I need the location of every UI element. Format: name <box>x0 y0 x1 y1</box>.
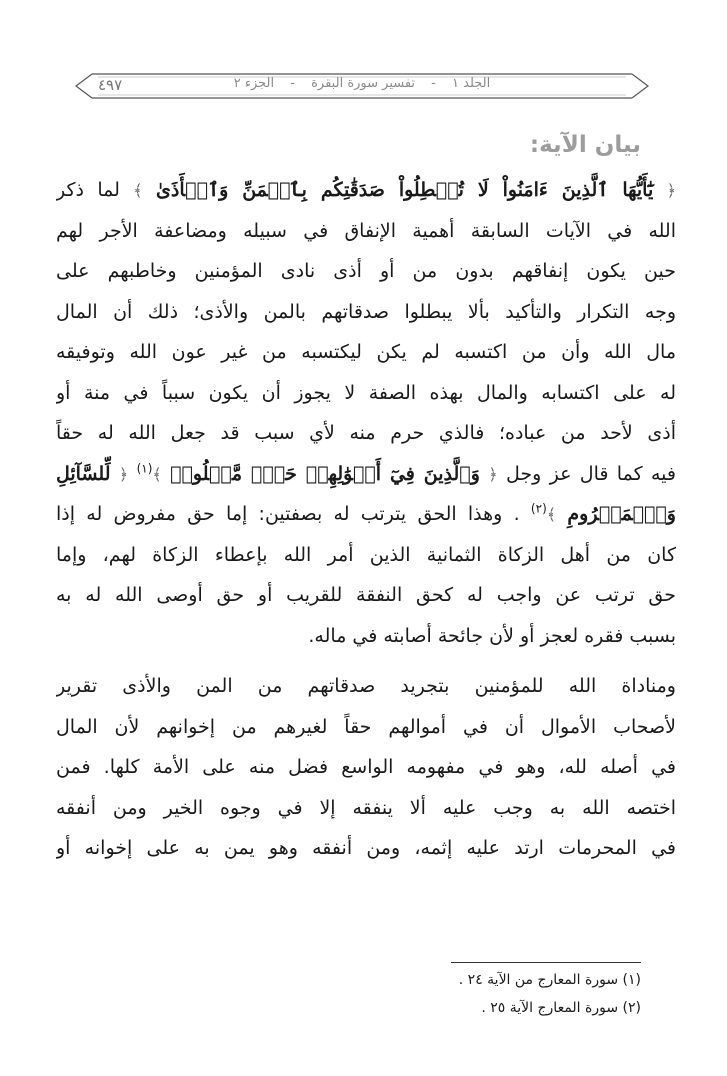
text-line-13: ومناداة الله للمؤمنين بتجريد صدقاتهم من المن والأذى تقرير <box>56 675 676 697</box>
text-line-5: مال الله وأن من اكتسبه لم يكن ليكتسبه من غير عون الله وتوفيقه <box>56 341 676 363</box>
header-part: الجزء ٢ <box>233 76 275 91</box>
header-title-row: الجلد ١ - تفسير سورة البقرة - الجزء ٢ <box>233 76 491 91</box>
text-line-15: في أصله لله، وهو في مفهومه الواسع فضل منه على الأمة كلها. فمن <box>56 756 676 778</box>
text-line-14: لأصحاب الأموال أن في أموالهم حقاً لغيرهم من إخوانهم لأن المال <box>56 715 676 738</box>
text-fragment: فيه كما قال عز وجل <box>505 462 676 485</box>
header-volume: الجلد ١ <box>452 76 491 91</box>
text-line-12: بسبب فقره لعجز أو لأن جائحة أصابته في ماله. <box>308 624 676 647</box>
quran-bracket-close: ﴾ <box>133 181 143 200</box>
quran-verse: لِّلسَّآئِلِ <box>56 462 111 485</box>
footnote-ref: (١) <box>136 461 153 476</box>
text-line-10: كان من أهل الزكاة الثمانية الذين أمر الله بإعطاء الزكاة لهم، وإما <box>56 543 676 566</box>
footnote-1: (١) سورة المعارج من الآية ٢٤ . <box>458 972 641 988</box>
quran-verse: وَٱلَّذِينَ فِيٓ أَمۡوَٰلِهِمۡ حَقّٞ مَّعۡلُومٞ <box>170 462 480 485</box>
footnote-separator <box>451 962 641 963</box>
text-fragment: . وهذا الحق يترتب له بصفتين: إما حق مفروض له إذا <box>56 503 520 525</box>
page-number: ٤٩٧ <box>98 76 123 94</box>
text-fragment: لما ذكر <box>56 179 120 201</box>
text-line-6: له على اكتسابه والمال بهذه الصفة لا يجوز أن يكون سبباً في منة أو <box>56 381 676 404</box>
quran-verse: يَٰٓأَيُّهَا ٱلَّذِينَ ءَامَنُواْ لَا تُبۡطِلُواْ صَدَقَٰتِكُم بِٱلۡمَنِّ وَٱلۡأَذَىٰ <box>156 179 654 201</box>
text-line-17: في المحرمات ارتد عليه إثمه، ومن أنفقه وهو يمن به على إخوانه أو <box>56 837 676 859</box>
text-line-2: الله في الآيات السابقة أهمية الإنفاق في سبيله ومضاعفة الأجر لهم <box>56 219 676 242</box>
running-header <box>72 68 652 104</box>
text-line-3: حين يكون إنفاقهم بدون من أو أذى نادى المؤمنين وخاطبهم على <box>56 260 676 282</box>
page-body <box>56 170 676 869</box>
text-line-1 <box>56 170 676 211</box>
footnote-2: (٢) سورة المعارج الآية ٢٥ . <box>481 1000 641 1016</box>
text-line-9: وَٱلۡمَحۡرُومِ ﴾$^{(٢)}$ . وهذا الحق يترتب له بصفتين: إما حق مفروض له إذا <box>56 501 676 525</box>
text-line-7: أذى لأحد من عباده؛ فالذي حرم منه لأي سبب قد جعل الله له حقاً <box>56 422 676 444</box>
text-line-8: فيه كما قال عز وجل ﴿ وَٱلَّذِينَ فِيٓ أَمۡوَٰلِهِمۡ حَقّٞ مَّعۡلُومٞ ﴾$^{(١)}$ ﴿ لِّلسَّآئِلِ <box>56 461 676 485</box>
footnotes <box>459 966 641 1022</box>
quran-bracket-open: ﴿ <box>666 181 676 200</box>
footnote-ref: (٢) <box>530 501 547 516</box>
text-line-4: وجه التكرار والتأكيد بألا يبطلوا صدقاتهم بالمن والأذى؛ ذلك أن المال <box>56 300 676 323</box>
text-line-16: اختصه الله به وجب عليه ألا ينفقه إلا في وجوه الخير ومن أنفقه <box>56 796 676 819</box>
header-title: تفسير سورة البقرة <box>311 76 416 91</box>
quran-verse: وَٱلۡمَحۡرُومِ <box>567 503 676 525</box>
section-heading: بيان الآية: <box>529 132 641 158</box>
text-line-11: حق ترتب عن واجب له كحق النفقة للقريب أو حق أوصى الله له به <box>56 584 676 606</box>
